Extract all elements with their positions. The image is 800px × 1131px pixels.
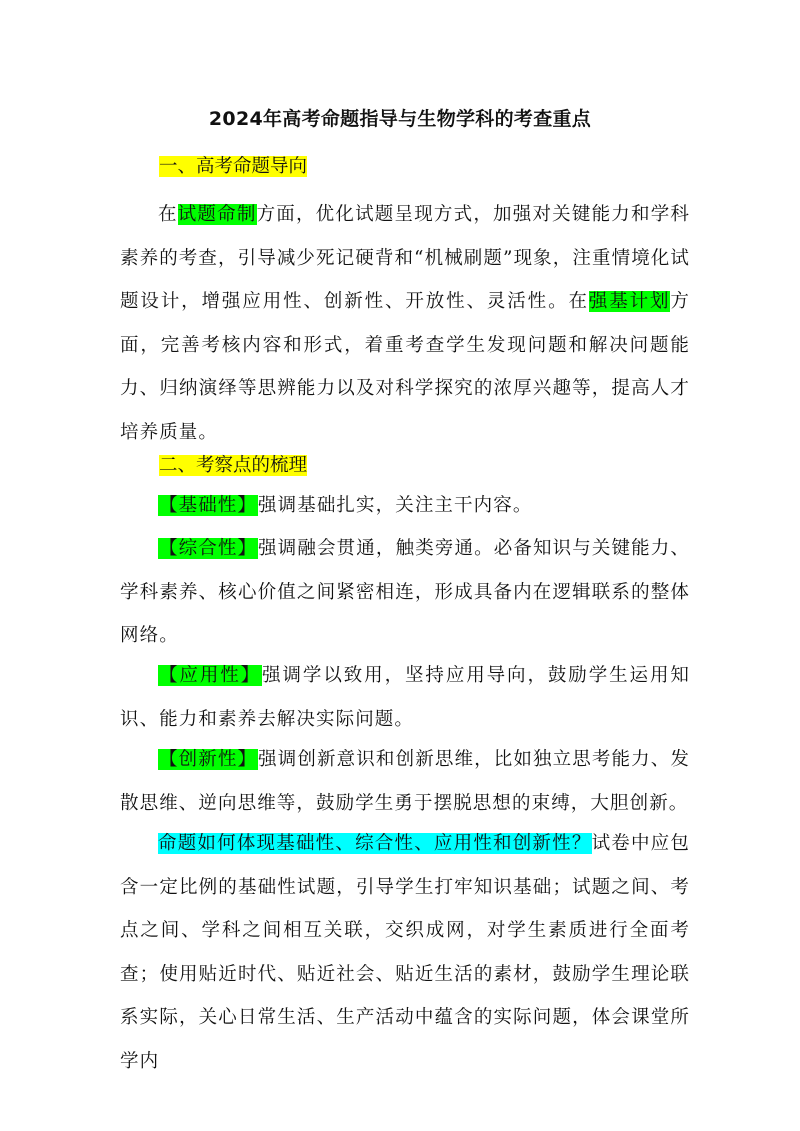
item-text: 强调学以致用，坚持应用导向，鼓励学生运用知识、能力和素养去解决实际问题。 — [120, 665, 690, 730]
item-text: 强调基础扎实，关注主干内容。 — [258, 495, 533, 516]
section-heading-1 — [158, 152, 308, 182]
highlight-qiangji-jihua: 强基计划 — [588, 291, 671, 312]
highlight-question: 命题如何体现基础性、综合性、应用性和创新性？ — [158, 833, 592, 854]
paragraph-question — [120, 822, 690, 1083]
tag-jichuxing: 【基础性】 — [159, 495, 258, 516]
section-heading-2-text: 二、考察点的梳理 — [159, 455, 308, 476]
item-text: 强调融会贯通，触类旁通。必备知识与关键能力、学科素养、核心价值之间紧密相连，形成具备内在逻辑联系的整体网络。 — [120, 538, 690, 646]
section-heading-2 — [158, 451, 308, 481]
list-item-yingyongxing — [120, 654, 690, 741]
text-run: 在 — [158, 204, 178, 225]
highlight-shiti-mingzhi: 试题命制 — [177, 204, 257, 225]
text-run: 方面，完善考核内容和形式，着重考查学生发现问题和解决问题能力、归纳演绎等思辨能力以及对科学探究的浓厚兴趣等，提高人才培养质量。 — [120, 291, 690, 443]
tag-yingyongxing: 【应用性】 — [159, 665, 262, 686]
section-heading-1-text: 一、高考命题导向 — [159, 156, 308, 177]
list-item-zonghexing — [120, 527, 690, 658]
tag-zonghexing: 【综合性】 — [159, 538, 258, 559]
list-item-jichuxing — [120, 484, 690, 528]
list-item-chuangxinxing — [120, 738, 690, 825]
paragraph-exam-direction — [120, 193, 690, 454]
item-text: 强调创新意识和创新思维，比如独立思考能力、发散思维、逆向思维等，鼓励学生勇于摆脱思想的束缚，大胆创新。 — [120, 749, 690, 814]
text-run: 方面，优化试题呈现方式，加强对关键能力和学科素养的考查，引导减少死记硬背和“机械刷题”现象，注重情境化试题设计，增强应用性、创新性、开放性、灵活性。在 — [120, 204, 691, 312]
document-title: 2024年高考命题指导与生物学科的考查重点 — [208, 108, 592, 130]
tag-chuangxinxing: 【创新性】 — [159, 749, 258, 770]
question-answer-text: 试卷中应包含一定比例的基础性试题，引导学生打牢知识基础；试题之间、考点之间、学科之间相互关联，交织成网，对学生素质进行全面考查；使用贴近时代、贴近社会、贴近生活的素材，鼓励学生理论联系实际，关心日常生活、生产活动中蕴含的实际问题，体会课堂所学内 — [120, 833, 690, 1072]
